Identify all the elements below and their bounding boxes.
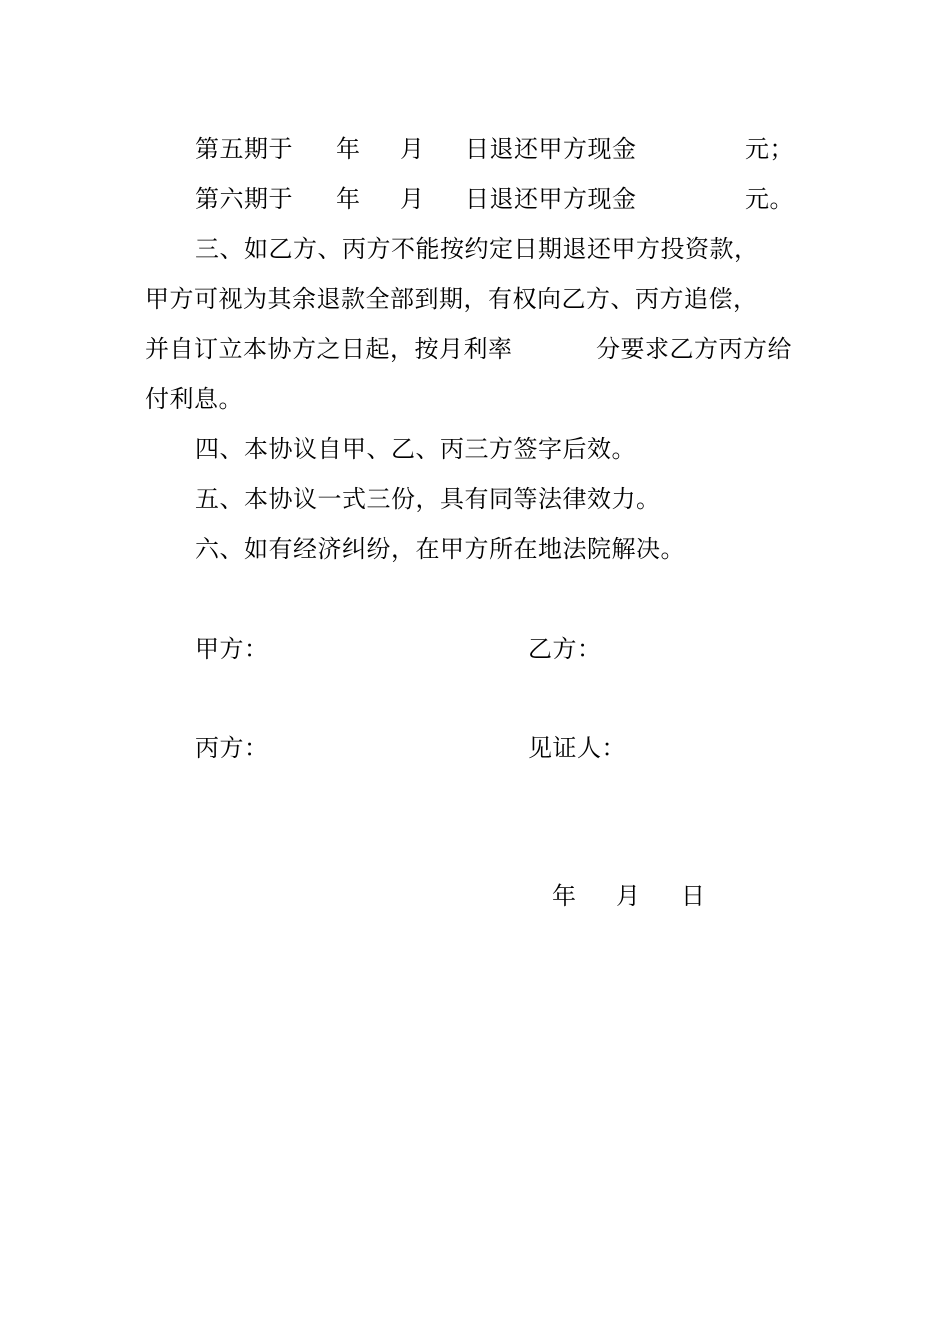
- clause-6: 六、如有经济纠纷，在甲方所在地法院解决。: [195, 535, 685, 563]
- clause-3-line-3-part-a: 并自订立本协方之日起，按月利率: [145, 335, 513, 363]
- installment-6-month: 月: [400, 185, 425, 213]
- installment-5-prefix: 第五期于: [195, 135, 293, 163]
- clause-4: 四、本协议自甲、乙、丙三方签字后效。: [195, 435, 636, 463]
- clause-3-line-4: 付利息。: [145, 385, 243, 413]
- clause-3-line-1: 三、如乙方、丙方不能按约定日期退还甲方投资款，: [195, 235, 759, 263]
- date-year: 年: [552, 882, 577, 910]
- signature-party-a: 甲方：: [195, 635, 269, 663]
- installment-5-year: 年: [336, 135, 361, 163]
- clause-3-line-3-part-b: 分要求乙方丙方给: [596, 335, 792, 363]
- signature-party-c: 丙方：: [195, 734, 269, 762]
- signature-party-b: 乙方：: [528, 635, 602, 663]
- installment-5-unit: 元；: [745, 135, 794, 163]
- installment-5-day-text: 日退还甲方现金: [465, 135, 637, 163]
- date-day: 日: [681, 882, 706, 910]
- clause-3-line-2: 甲方可视为其余退款全部到期，有权向乙方、丙方追偿，: [145, 285, 758, 313]
- clause-5: 五、本协议一式三份，具有同等法律效力。: [195, 485, 661, 513]
- installment-6-unit: 元。: [745, 185, 794, 213]
- installment-6-year: 年: [336, 185, 361, 213]
- signature-witness: 见证人：: [528, 734, 626, 762]
- installment-6-day-text: 日退还甲方现金: [465, 185, 637, 213]
- date-month: 月: [616, 882, 641, 910]
- installment-6-prefix: 第六期于: [195, 185, 293, 213]
- installment-5-month: 月: [400, 135, 425, 163]
